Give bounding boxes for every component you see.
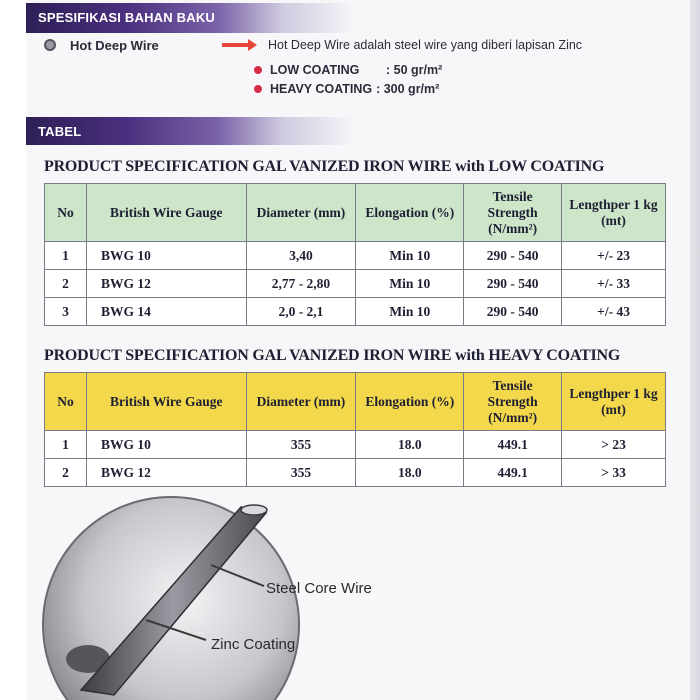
- cell-elongation: 18.0: [356, 459, 464, 487]
- zinc-coating-label: Zinc Coating: [211, 636, 296, 653]
- cell-diameter: 355: [246, 431, 356, 459]
- cell-no: 1: [45, 242, 87, 270]
- cell-length: +/- 33: [562, 270, 666, 298]
- cell-length: > 23: [562, 431, 666, 459]
- col-header-gauge: British Wire Gauge: [86, 184, 246, 242]
- cell-tensile: 290 - 540: [464, 242, 562, 270]
- col-header-tensile: Tensile Strength (N/mm²): [464, 373, 562, 431]
- cell-elongation: Min 10: [356, 242, 464, 270]
- spec-section-header: SPESIFIKASI BAHAN BAKU: [26, 3, 356, 33]
- col-header-length: Lengthper 1 kg (mt): [562, 184, 666, 242]
- cell-no: 2: [45, 459, 87, 487]
- cell-elongation: 18.0: [356, 431, 464, 459]
- wire-tip: [241, 505, 267, 515]
- heavy-coating-row: [254, 82, 439, 96]
- cell-gauge: BWG 12: [86, 459, 246, 487]
- bullet-icon: [254, 85, 262, 93]
- cell-diameter: 2,0 - 2,1: [246, 298, 356, 326]
- cell-diameter: 3,40: [246, 242, 356, 270]
- col-header-elongation: Elongation (%): [356, 373, 464, 431]
- coating-name: LOW COATING: [270, 63, 360, 77]
- page-edge: [690, 0, 700, 700]
- cell-no: 1: [45, 431, 87, 459]
- col-header-no: No: [45, 184, 87, 242]
- cell-gauge: BWG 10: [86, 431, 246, 459]
- cell-length: +/- 43: [562, 298, 666, 326]
- low-coating-row: [254, 63, 442, 77]
- cell-diameter: 2,77 - 2,80: [246, 270, 356, 298]
- table-row: [45, 298, 666, 326]
- heavy-coating-table: [44, 372, 666, 487]
- cell-tensile: 290 - 540: [464, 298, 562, 326]
- spec-bullet-icon: [44, 39, 56, 51]
- table-header-row: [45, 373, 666, 431]
- cell-tensile: 449.1: [464, 431, 562, 459]
- table-row: [45, 270, 666, 298]
- wire-illustration: [26, 495, 426, 700]
- col-header-elongation: Elongation (%): [356, 184, 464, 242]
- low-coating-table: [44, 183, 666, 326]
- cell-no: 3: [45, 298, 87, 326]
- table-row: [45, 459, 666, 487]
- spec-description: Hot Deep Wire adalah steel wire yang diberi lapisan Zinc: [268, 38, 583, 52]
- table-header-row: [45, 184, 666, 242]
- low-coating-table-title: PRODUCT SPECIFICATION GAL VANIZED IRON WIRE with LOW COATING: [44, 158, 605, 175]
- cell-length: > 33: [562, 459, 666, 487]
- heavy-coating-table-title: PRODUCT SPECIFICATION GAL VANIZED IRON WIRE with HEAVY COATING: [44, 347, 621, 364]
- coating-name: HEAVY COATING: [270, 82, 373, 96]
- col-header-diameter: Diameter (mm): [246, 184, 356, 242]
- col-header-no: No: [45, 373, 87, 431]
- cell-tensile: 290 - 540: [464, 270, 562, 298]
- cell-tensile: 449.1: [464, 459, 562, 487]
- col-header-length: Lengthper 1 kg (mt): [562, 373, 666, 431]
- col-header-diameter: Diameter (mm): [246, 373, 356, 431]
- table-row: [45, 242, 666, 270]
- cell-gauge: BWG 14: [86, 298, 246, 326]
- cell-diameter: 355: [246, 459, 356, 487]
- coating-value: : 50 gr/m²: [386, 63, 443, 77]
- cell-elongation: Min 10: [356, 298, 464, 326]
- cell-no: 2: [45, 270, 87, 298]
- coating-value: : 300 gr/m²: [376, 82, 440, 96]
- table-row: [45, 431, 666, 459]
- cell-gauge: BWG 10: [86, 242, 246, 270]
- bullet-icon: [254, 66, 262, 74]
- cell-length: +/- 23: [562, 242, 666, 270]
- steel-core-label: Steel Core Wire: [266, 580, 372, 597]
- cell-gauge: BWG 12: [86, 270, 246, 298]
- table-section-header: TABEL: [26, 117, 356, 145]
- col-header-gauge: British Wire Gauge: [86, 373, 246, 431]
- arrow-right-icon: [222, 38, 258, 52]
- spec-label: Hot Deep Wire: [70, 38, 159, 53]
- cell-elongation: Min 10: [356, 270, 464, 298]
- col-header-tensile: Tensile Strength (N/mm²): [464, 184, 562, 242]
